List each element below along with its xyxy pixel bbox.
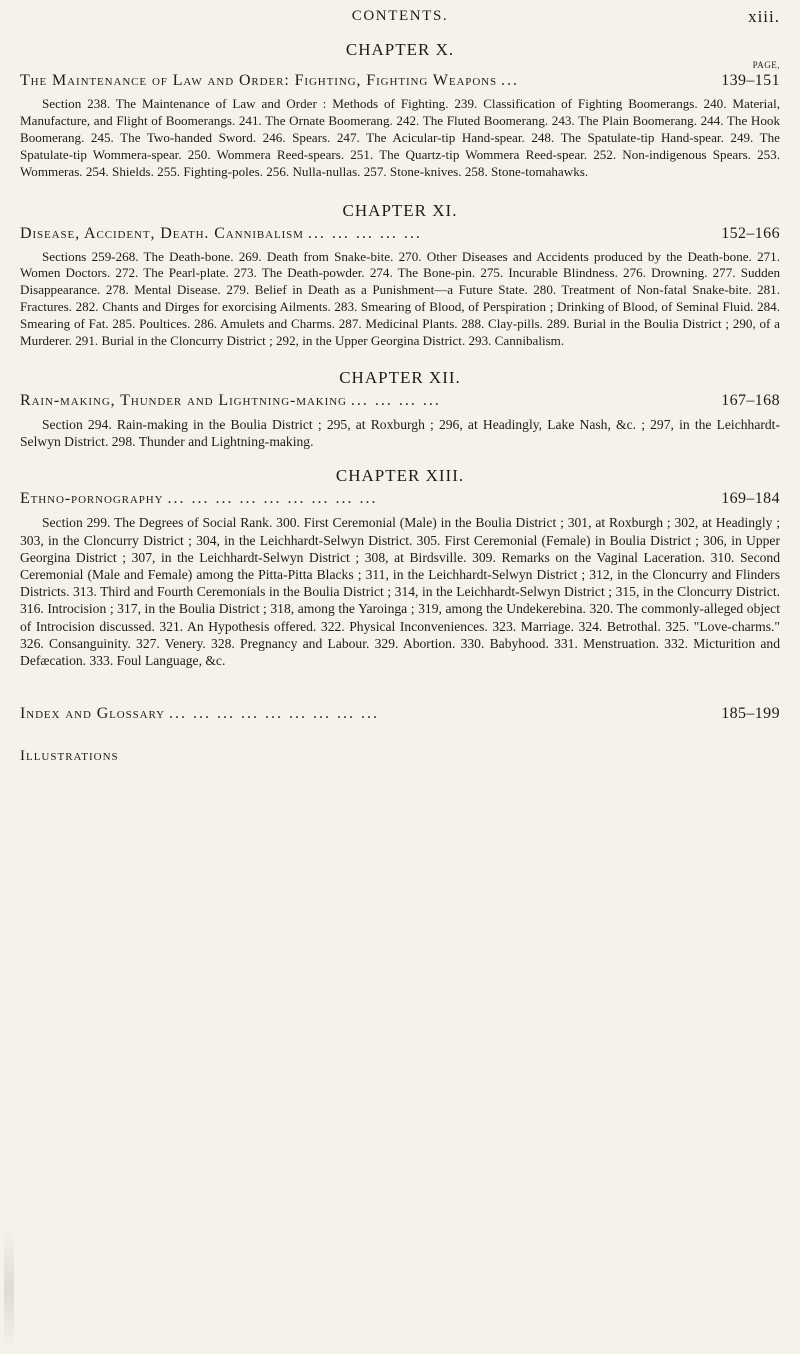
chapter-heading: CHAPTER XIII. — [335, 466, 465, 486]
toc-entry[interactable] — [20, 390, 780, 412]
index-title: Index and Glossary — [20, 705, 165, 723]
chapter-summary: Section 294. Rain-making in the Boulia District ; 295, at Roxburgh ; 296, at Headingly, Lake Nash, &c. ; 297, in the Leichhardt-Selwyn District. 298. Thunder and Lightning-making. — [20, 416, 780, 450]
toc-entry[interactable] — [20, 223, 780, 245]
chapter-heading: CHAPTER X. — [345, 40, 455, 59]
page-number: xiii. — [748, 7, 780, 26]
chapter-xii-block — [20, 366, 780, 450]
dot-leaders: ... ... ... ... — [350, 391, 441, 409]
chapter-summary: Section 238. The Maintenance of Law and Order : Methods of Fighting. 239. Classification of Fighting Boomerangs. 240. Material, Manufacture, and Flight of Boomerangs. 241. The Ornate Boomerang. 242. The Fluted Boomerang. 243. The Plain Boomerang. 244. The Hook Boomerang. 245. The Two-handed Sword. 246. Spears. 247. The Acicular-tip Hand-spear. 248. The Spatulate-tip Hand-spear. 249. The Spatulate-tip Wommera-spear. 250. Wommera Reed-spears. 251. The Quartz-tip Wommera Reed-spear. 252. Non-indigenous Spears. 253. Wommeras. 254. Shields. 255. Fighting-poles. 256. Nulla-nullas. 257. Stone-knives. 258. Stone-tomahawks. — [20, 96, 780, 179]
running-head — [0, 5, 800, 27]
page-column-label: PAGE, — [752, 60, 780, 70]
page-range: 139–151 — [721, 72, 780, 89]
page-range: 185–199 — [721, 705, 780, 723]
dot-leaders: ... ... ... ... ... — [307, 224, 422, 242]
toc-entry[interactable] — [20, 488, 780, 510]
chapter-title: The Maintenance of Law and Order: Fighting, Fighting Weapons — [20, 72, 498, 89]
illustrations-entry[interactable] — [20, 745, 780, 767]
chapter-xi-block — [20, 199, 780, 350]
index-entry[interactable] — [20, 703, 780, 725]
toc-entry[interactable] — [20, 70, 780, 92]
chapter-summary: Section 299. The Degrees of Social Rank. 300. First Ceremonial (Male) in the Boulia District ; 301, at Roxburgh ; 302, at Headingly ; 303, in the Cloncurry District ; 304, in the Leichhardt-Selwyn District. 305. First Ceremonial (Female) in Boulia District ; 306, in Upper Georgina District ; 307, in the Leichhardt-Selwyn District ; 308, at Birdsville. 309. Remarks on the Vaginal Laceration. 310. Second Ceremonial (Male and Female) among the Pitta-Pitta Blacks ; 311, in the Leichhardt-Selwyn District ; 312, in the Cloncurry and Flinders Districts. 313. Third and Fourth Ceremonials in the Boulia District ; 314, in the Leichhardt-Selwyn District ; 315, in the Cloncurry District. 316. Introcision ; 317, in the Boulia District ; 318, among the Yaroinga ; 319, among the Undekerebina. 320. The commonly-alleged object of Introcision discussed. 321. An Hypothesis offered. 322. Physical Inconveniences. 323. Marriage. 324. Betrothal. 325. "Love-charms." 326. Consanguinity. 327. Venery. 328. Pregnancy and Labour. 329. Abortion. 330. Babyhood. 331. Menstruation. 332. Micturition and Defæcation. 333. Foul Language, &c. — [20, 515, 780, 668]
table-of-contents — [20, 38, 780, 767]
chapter-title: Ethno-pornography — [20, 490, 164, 508]
running-title: CONTENTS. — [351, 8, 449, 24]
illustrations-title: Illustrations — [20, 748, 119, 765]
chapter-xiii-block — [20, 464, 780, 669]
dot-leaders: ... ... ... ... ... ... ... ... ... — [168, 705, 379, 723]
page-range: 169–184 — [721, 490, 780, 508]
chapter-x-block — [20, 38, 780, 181]
chapter-heading: CHAPTER XI. — [342, 200, 458, 220]
page-edge-shadow — [4, 1230, 14, 1350]
dot-leaders: ... — [501, 72, 520, 89]
chapter-heading: CHAPTER XII. — [339, 367, 461, 387]
chapter-summary: Sections 259-268. The Death-bone. 269. Death from Snake-bite. 270. Other Diseases and Accidents produced by the Death-bone. 271. Women Doctors. 272. The Pearl-plate. 273. The Death-powder. 274. The Bone-pin. 275. Incurable Blindness. 276. Drowning. 277. Sudden Disappearance. 278. Mental Disease. 279. Belief in Death as a Punishment—a Future State. 280. Treatment of Non-fatal Snake-bite. 281. Fractures. 282. Chants and Dirges for exorcising Ailments. 283. Smearing of Blood, of Perspiration ; Drinking of Blood, of Seminal Fluid. 284. Smearing of Fat. 285. Poultices. 286. Amulets and Charms. 287. Medicinal Plants. 288. Clay-pills. 289. Burial in the Boulia District ; 290, of a Murderer. 291. Burial in the Cloncurry District ; 292, in the Upper Georgina District. 293. Cannibalism. — [20, 248, 780, 349]
dot-leaders: ... ... ... ... ... ... ... ... ... — [167, 490, 378, 508]
chapter-title: Disease, Accident, Death. Cannibalism — [20, 224, 304, 242]
page-range: 152–166 — [721, 224, 780, 242]
chapter-title: Rain-making, Thunder and Lightning-making — [20, 391, 347, 409]
page-range: 167–168 — [721, 391, 780, 409]
